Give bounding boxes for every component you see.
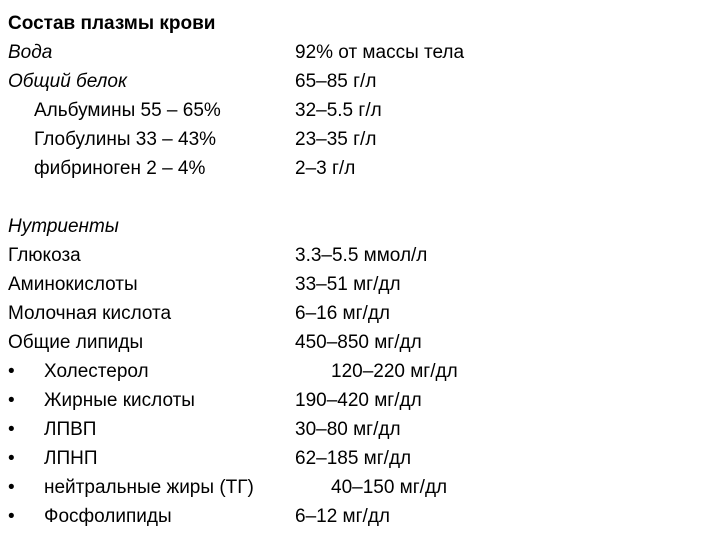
water-label: Вода [8,42,53,63]
cholesterol-label: Холестерол [44,361,149,382]
page-title: Состав плазмы крови [8,13,216,34]
cholesterol-value: 120–220 мг/дл [331,361,458,382]
fatty-acids-value: 190–420 мг/дл [295,390,422,411]
lactic-acid-label: Молочная кислота [8,303,172,324]
bullet-icon: • [8,506,15,527]
glucose-value: 3.3–5.5 ммол/л [295,245,428,266]
fibrinogen-label: фибриноген 2 – 4% [34,158,206,179]
water-value: 92% от массы тела [295,42,465,63]
glucose-label: Глюкоза [8,245,81,266]
protein-value: 65–85 г/л [295,71,377,92]
bullet-icon: • [8,448,15,469]
hdl-label: ЛПВП [44,419,97,440]
phospholipids-value: 6–12 мг/дл [295,506,390,527]
lactic-acid-value: 6–16 мг/дл [295,303,390,324]
amino-acids-value: 33–51 мг/дл [295,274,401,295]
total-lipids-label: Общие липиды [8,332,144,353]
ldl-label: ЛПНП [44,448,98,469]
amino-acids-label: Аминокислоты [8,274,138,295]
albumin-label: Альбумины 55 – 65% [34,100,221,121]
phospholipids-label: Фосфолипиды [44,506,172,527]
triglycerides-label: нейтральные жиры (ТГ) [44,477,254,498]
ldl-value: 62–185 мг/дл [295,448,412,469]
fibrinogen-value: 2–3 г/л [295,158,356,179]
globulin-value: 23–35 г/л [295,129,377,150]
total-lipids-value: 450–850 мг/дл [295,332,422,353]
bullet-icon: • [8,361,15,382]
albumin-value: 32–5.5 г/л [295,100,382,121]
triglycerides-value: 40–150 мг/дл [331,477,448,498]
globulin-label: Глобулины 33 – 43% [34,129,217,150]
bullet-icon: • [8,477,15,498]
hdl-value: 30–80 мг/дл [295,419,401,440]
protein-label: Общий белок [8,71,127,92]
bullet-icon: • [8,419,15,440]
nutrients-heading: Нутриенты [8,216,119,237]
bullet-icon: • [8,390,15,411]
fatty-acids-label: Жирные кислоты [44,390,195,411]
